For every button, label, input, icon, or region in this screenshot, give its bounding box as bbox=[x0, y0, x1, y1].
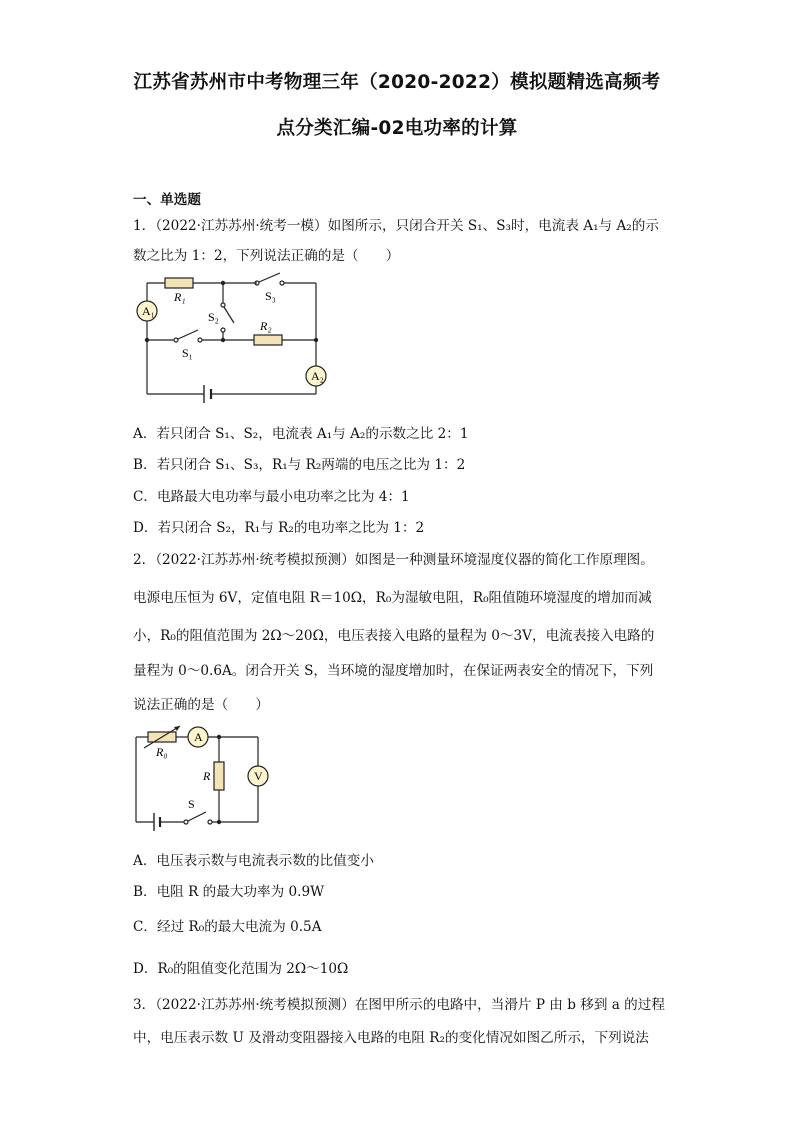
q3-stem-line-2: 中，电压表示数 U 及滑动变阻器接入电路的电阻 R₂的变化情况如图乙所示，下列说法 bbox=[133, 1030, 649, 1046]
q3-stem-line-1: 3．（2022·江苏苏州·统考模拟预测）在图甲所示的电路中，当滑片 P 由 b 移到 a 的过程 bbox=[133, 997, 665, 1013]
s-label: S bbox=[188, 797, 195, 811]
s3-label: S₃ bbox=[265, 289, 276, 303]
section-heading: 一、单选题 bbox=[133, 192, 201, 208]
q1-stem-line-2: 数之比为 1：2，下列说法正确的是（ ） bbox=[133, 248, 400, 264]
a1-label: A₁ bbox=[142, 304, 155, 318]
r-resistor bbox=[214, 762, 224, 790]
a-label: A bbox=[194, 730, 203, 744]
document-title-line-1: 江苏省苏州市中考物理三年（2020-2022）模拟题精选高频考 bbox=[133, 72, 661, 93]
r1-resistor bbox=[165, 278, 193, 288]
q2-stem-line-4: 量程为 0～0.6A。闭合开关 S，当环境的湿度增加时，在保证两表安全的情况下，下列 bbox=[133, 663, 654, 679]
q2-stem-line-3: 小，R₀的阻值范围为 2Ω～20Ω，电压表接入电路的量程为 0～3V，电流表接入电路的 bbox=[133, 628, 655, 644]
r1-label: R₁ bbox=[174, 290, 186, 304]
q2-stem-line-1: 2．（2022·江苏苏州·统考模拟预测）如图是一种测量环境湿度仪器的简化工作原理图。 bbox=[133, 552, 654, 568]
r2-resistor bbox=[254, 335, 282, 345]
q2-option-b: B．电阻 R 的最大功率为 0.9W bbox=[133, 884, 325, 900]
q1-option-d: D．若只闭合 S₂，R₁与 R₂的电功率之比为 1：2 bbox=[133, 520, 425, 536]
s1-label: S₁ bbox=[182, 346, 193, 360]
q1-option-c: C．电路最大电功率与最小电功率之比为 4：1 bbox=[133, 489, 410, 505]
q2-circuit-diagram bbox=[130, 722, 270, 834]
document-title-line-2: 点分类汇编-02电功率的计算 bbox=[276, 118, 518, 139]
a2-label: A₂ bbox=[311, 369, 324, 383]
q2-option-d: D．R₀的阻值变化范围为 2Ω～10Ω bbox=[133, 961, 349, 977]
q1-stem-line-1: 1．（2022·江苏苏州·统考一模）如图所示，只闭合开关 S₁、S₃时，电流表 A₁与 A₂的示 bbox=[133, 218, 659, 234]
q1-option-b: B．若只闭合 S₁、S₃，R₁与 R₂两端的电压之比为 1：2 bbox=[133, 457, 466, 473]
r2-label: R₂ bbox=[260, 319, 272, 333]
q2-stem-line-2: 电源电压恒为 6V，定值电阻 R＝10Ω，R₀为湿敏电阻，R₀阻值随环境湿度的增加而减 bbox=[133, 590, 652, 606]
q1-circuit-diagram bbox=[130, 268, 330, 410]
q2-option-a: A．电压表示数与电流表示数的比值变小 bbox=[133, 853, 374, 869]
q2-option-c: C．经过 R₀的最大电流为 0.5A bbox=[133, 919, 322, 935]
q1-option-a: A．若只闭合 S₁、S₂，电流表 A₁与 A₂的示数之比 2：1 bbox=[133, 426, 469, 442]
v-label: V bbox=[254, 769, 263, 783]
q2-stem-line-5: 说法正确的是（ ） bbox=[133, 697, 269, 713]
r0-label: R₀ bbox=[156, 745, 168, 759]
s2-label: S₂ bbox=[208, 310, 219, 324]
r-label: R bbox=[203, 769, 211, 783]
